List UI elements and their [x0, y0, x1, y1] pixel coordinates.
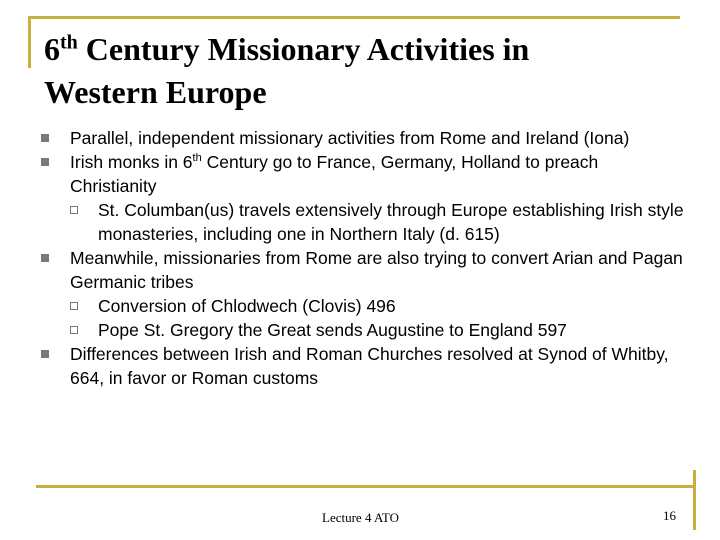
- sub-bullet-item: [40, 294, 688, 318]
- bullet-text-pre: Irish monks in 6: [70, 152, 193, 172]
- bullet-item: [40, 150, 688, 198]
- title-superscript: th: [60, 31, 78, 54]
- square-bullet-icon: [41, 254, 49, 262]
- sub-bullet-text: Conversion of Chlodwech (Clovis) 496: [98, 296, 396, 316]
- bullet-text: Meanwhile, missionaries from Rome are also trying to convert Arian and Pagan Germanic tribes: [70, 248, 683, 292]
- square-bullet-icon: [41, 350, 49, 358]
- hollow-square-bullet-icon: [70, 302, 78, 310]
- bullet-superscript: th: [192, 152, 202, 165]
- footer-label: Lecture 4 ATO: [322, 510, 400, 525]
- bullet-item: [40, 342, 688, 390]
- title-prefix: 6: [44, 31, 60, 67]
- frame-left-line: [28, 16, 31, 68]
- square-bullet-icon: [41, 158, 49, 166]
- square-bullet-icon: [41, 134, 49, 142]
- bullet-text: Parallel, independent missionary activities from Rome and Ireland (Iona): [70, 128, 630, 148]
- bullet-text: Differences between Irish and Roman Churches resolved at Synod of Whitby, 664, in favor or Roman customs: [70, 344, 669, 388]
- sub-bullet-text: Pope St. Gregory the Great sends Augustine to England 597: [98, 320, 567, 340]
- slide-title: [44, 28, 684, 114]
- bullet-text-post: Century go to France, Germany, Holland to preach Christianity: [70, 152, 599, 196]
- hollow-square-bullet-icon: [70, 206, 78, 214]
- bullet-item: [40, 126, 688, 150]
- sub-bullet-item: [40, 318, 688, 342]
- sub-bullet-item: [40, 198, 688, 246]
- frame-right-line: [693, 470, 696, 530]
- page-number: 16: [663, 508, 676, 523]
- title-line2: Western Europe: [44, 74, 267, 110]
- slide-body: [40, 126, 688, 390]
- hollow-square-bullet-icon: [70, 326, 78, 334]
- sub-bullet-text: St. Columban(us) travels extensively through Europe establishing Irish style monasteries, including one in Northern Italy (d. 615): [98, 200, 684, 244]
- frame-top-line: [28, 16, 680, 19]
- frame-bottom-line: [36, 485, 696, 488]
- title-line1-rest: Century Missionary Activities in: [77, 31, 530, 67]
- bullet-item: [40, 246, 688, 294]
